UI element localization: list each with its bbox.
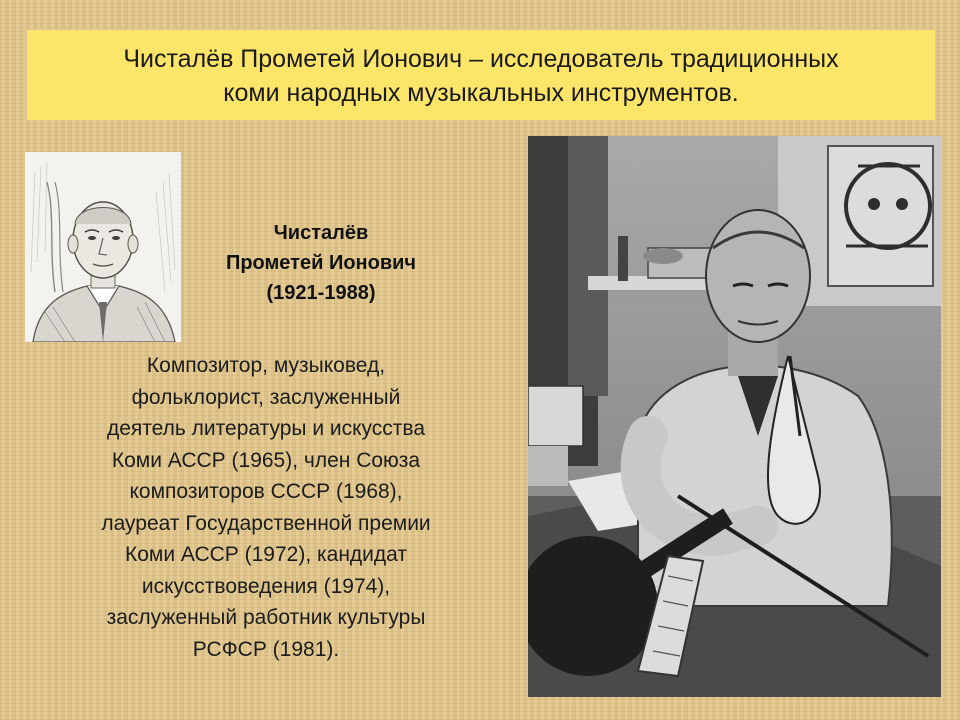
slide-title — [27, 30, 935, 120]
bio-line: заслуженный работник культуры — [106, 606, 426, 629]
person-given-names: Прометей Ионович — [225, 252, 417, 274]
bio-line: лауреат Государственной премии — [101, 511, 431, 535]
bio-line: Коми АССР (1972), кандидат — [124, 543, 407, 566]
photo-man-with-instrument — [528, 136, 941, 697]
slide-title-line: Чисталёв Прометей Ионович – исследователь традиционных — [123, 45, 839, 73]
person-name — [192, 218, 450, 308]
bio-line: Композитор, музыковед, — [146, 354, 386, 377]
slide-title-line: коми народных музыкальных инструментов. — [223, 79, 739, 107]
bio-line: композиторов СССР (1968), — [129, 480, 403, 503]
person-surname: Чисталёв — [273, 222, 369, 244]
portrait-sketch-image — [25, 152, 181, 342]
bio-line: РСФСР (1981). — [192, 637, 340, 661]
person-life-years: (1921-1988) — [266, 282, 376, 304]
bio-line: фольклорист, заслуженный — [131, 385, 401, 409]
bio-line: Коми АССР (1965), член Союза — [111, 448, 421, 472]
bio-line: деятель литературы и искусства — [106, 417, 426, 440]
bio-line: искусствоведения (1974), — [141, 574, 391, 598]
biography-text — [28, 350, 504, 665]
